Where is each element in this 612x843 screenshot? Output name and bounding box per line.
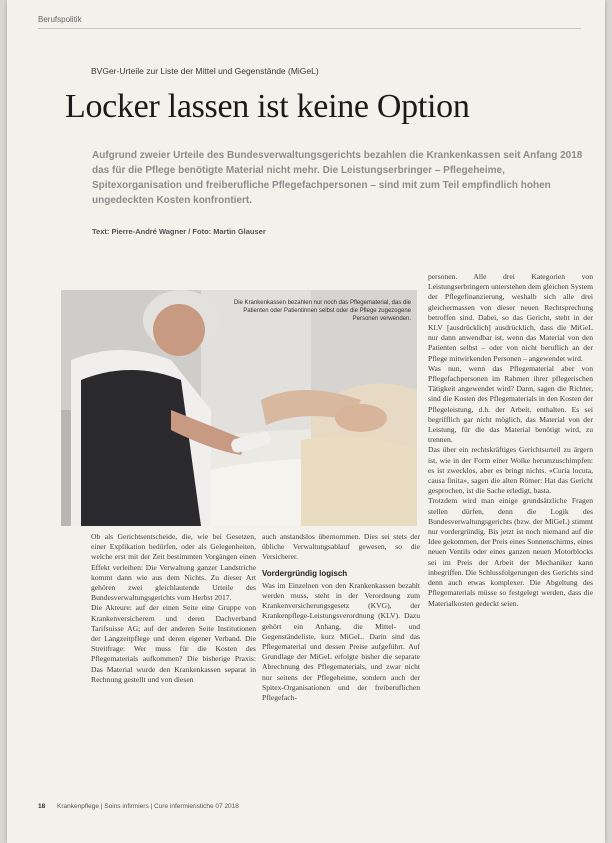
photo-illustration — [61, 290, 417, 526]
page-number: 18 — [38, 803, 46, 810]
kicker: BVGer-Urteile zur Liste der Mittel und Gegenstände (MiGeL) — [91, 66, 319, 76]
paragraph: Trotzdem wird man einige grundsätzliche Fragen stellen dürfen, denn die Logik des Bundesverwaltungsgerichts (bzw. der MiGeL) stimmt nur vordergründig. Bis jetzt ist noch niemand auf die Idee gekommen, der Preis eines Sonnenschirms, eines neuen Ventils oder eines ganzen neuen Motorblocks sei im Preis der Arbeit der Mechaniker kann inbegriffen. Die Schlussfolgerungen des Gerichts sind denn auch etwas komplexer. Die Abgeltung des Pflegematerials müsse so festgelegt werden, dass die Materialkosten gedeckt seien. — [428, 496, 593, 608]
body-column-2 — [262, 532, 420, 703]
paragraph: Was im Einzelnen von den Krankenkassen bezahlt werden muss, steht in der Verordnung zum Krankenversicherungsgesetz (KVG), der Krankenpflege-Leistungsverordnung (KLV). Dazu gehört ein Anhang, die Mittel- und Gegenständeliste, kurz MiGeL. Darin sind das Pflegematerial und dessen Preise aufgeführt. Auf Grundlage der MiGeL erfolgte bisher die separate Abrechnung des Pflegematerials, und zwar nicht nur seitens der Pflegeheime, sondern auch der Spitex-Organisationen und der freiberuflichen Pflegefach- — [262, 580, 420, 703]
paragraph: personen. Alle drei Kategorien von Leistungserbringern unterstehen dem gleichen System der Pflegefinanzierung, weshalb sich alle drei gleichermassen von dieser neuen Rechtsprechung betroffen sind. Dabei, so das Gericht, steht in der KLV [ausdrücklich] ausdrücklich, dass die MiGeL nur dann anwendbar ist, wenn das Material von den Patienten selbst – oder von nicht beruflich an der Pflege mitwirkenden Personen – angewendet wird. — [428, 272, 593, 363]
paragraph: Die Akteure: auf der einen Seite eine Gruppe von Krankenversicherern und deren Dachverband Tarifsuisse AG; auf der anderen Seite Institutionen der Langzeitpflege und deren eigener Verband. Die Streitfrage: Wer muss für die Kosten des Pflegematerials aufkommen? Die bisherige Praxis: Das Material wurde den Krankenkassen separat in Rechnung gestellt und von diesen — [91, 603, 256, 684]
photo-caption: Die Krankenkassen bezahlen nur noch das Pflegematerial, das die Patienten oder Patientinnen selbst oder die Pflege zugezogene Personen verwenden. — [233, 300, 411, 322]
page-footer — [38, 803, 239, 810]
section-label: Berufspolitik — [38, 15, 82, 24]
paragraph: Was nun, wenn das Pflegematerial aber von Pflegefachpersonen im Rahmen ihrer pflegerischen Tätigkeit angewendet wird? Dann, sagen die Richter, sind die Kosten des Pflegematerials in den Kosten der Pflegeleistung, d.h. der Arbeit, enthalten. Es sei begrifflich gar nicht möglich, das Material von der Leistung, für die das Material benötigt wird, zu trennen. — [428, 363, 593, 445]
magazine-page — [7, 0, 605, 843]
footer-publication: Krankenpflege | Soins infirmiers | Cure infermieristiche 07 2018 — [57, 803, 239, 810]
headline: Locker lassen ist keine Option — [65, 88, 470, 125]
article-photo — [61, 290, 417, 526]
body-column-1 — [91, 532, 256, 685]
lead-paragraph: Aufgrund zweier Urteile des Bundesverwaltungsgerichts bezahlen die Krankenkassen seit Anfang 2018 das für die Pflege benötigte Material nicht mehr. Die Leistungserbringer – Pflegeheime, Spitexorganisation und freiberufliche Pflegefachpersonen – sind mit zum Teil empfindlich hohen ungedeckten Kosten konfrontiert. — [92, 150, 583, 206]
body-column-3 — [428, 272, 593, 609]
byline: Text: Pierre-André Wagner / Foto: Martin Glauser — [92, 227, 266, 236]
top-divider — [38, 28, 581, 29]
paragraph: Das über ein rechtskräftiges Gerichtsurteil zu ärgern ist, wie in der Form einer Wolke herumzuschimpfen: es ist zwecklos, aber es bringt nichts. «Curia locuta, causa finita», sagen die alten Römer: Hat das Gericht gesprochen, ist die Sache erledigt, basta. — [428, 445, 593, 496]
subheading: Vordergründig logisch — [262, 568, 348, 578]
paragraph: Ob als Gerichtsentscheide, die, wie bei Gesetzen, einer Explikation bedürfen, oder als Gelegenheiten, welche erst mit der Zeit bestimmten Vorgängen einen Effekt verleihen: Die Verwaltung ganzer Landstriche kommt dann wie aus dem Nichts. Zu dieser Art gehören zwei gleichlautende Urteile des Bundesverwaltungsgerichts vom Herbst 2017. — [91, 532, 256, 603]
paragraph: auch anstandslos übernommen. Dies sei stets der übliche Verwaltungsablauf gewesen, so die Versicherer. — [262, 532, 420, 562]
